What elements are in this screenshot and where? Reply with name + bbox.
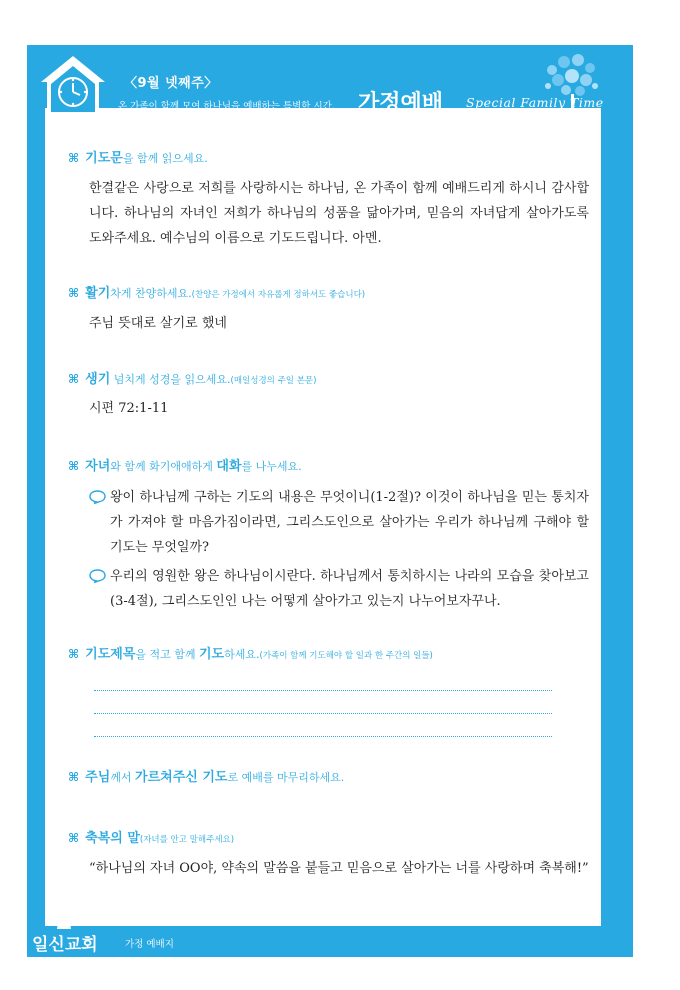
writing-line[interactable] [94,736,552,737]
discussion-question: 우리의 영원한 왕은 하나님이시란다. 하나님께서 통치하시는 나라의 모습을 찾아보고(3-4절), 그리스도인인 나는 어떻게 살아가고 있는지 나누어보자꾸나. [89,564,589,614]
house-clock-icon [37,50,109,120]
writing-line[interactable] [94,713,552,714]
footer-subtitle: 가정 예배지 [125,939,174,950]
praise-song: 주님 뜻대로 살기로 했네 [89,316,227,331]
section-marker-icon: ⌘ [68,372,80,386]
church-name: 일신교회 [32,935,98,955]
section-bible-heading: ⌘ 생기 넘치게 성경을 읽으세요.(매일성경의 주일 본문) [68,372,317,387]
speech-bubble-icon [89,490,106,504]
section-marker-icon: ⌘ [68,459,80,473]
section-talk-heading: ⌘ 자녀와 함께 화기애애하게 대화를 나누세요. [68,459,302,474]
page-title: 가정예배 [358,91,444,116]
section-marker-icon: ⌘ [68,151,80,165]
bible-passage: 시편 72:1-11 [89,401,169,416]
crown-icon [56,920,72,930]
prayer-text: 한결같은 사랑으로 저희를 사랑하시는 하나님, 온 가족이 함께 예배드리게 하시니 감사합니다. 하나님의 자녀인 저희가 하나님의 성품을 닮아가며, 믿음의 자녀답게 살아가도록 도와주세요. 예수님의 이름으로 기도드립니다. 아멘. [89,181,589,246]
section-topics-heading: ⌘ 기도제목을 적고 함께 기도하세요.(가족이 함께 기도해야 할 일과 한 주간의 일들) [68,647,433,662]
blessing-text: “하나님의 자녀 OO야, 약속의 말씀을 붙들고 믿음으로 살아가는 너를 사랑하며 축복해!” [89,861,589,876]
section-praise-heading: ⌘ 활기차게 찬양하세요.(찬양은 가정에서 자유롭게 정하셔도 좋습니다) [68,286,366,301]
section-marker-icon: ⌘ [68,831,80,845]
section-lords-prayer-heading: ⌘ 주님께서 가르쳐주신 기도로 예배를 마무리하세요. [68,770,345,785]
discussion-question: 왕이 하나님께 구하는 기도의 내용은 무엇이니(1-2절)? 이것이 하나님을 믿는 통치자가 가져야 할 마음가짐이라면, 그리스도인으로 살아가는 우리가 하나님께 구해야 할 기도는 무엇일까? [89,485,589,560]
title-script: Special Family Time [466,95,604,110]
speech-bubble-icon [89,569,106,583]
week-label: 〈9월 넷째주〉 [124,76,218,91]
section-prayer-heading: ⌘ 기도문을 함께 읽으세요. [68,151,208,166]
section-blessing-heading: ⌘ 축복의 말(자녀를 안고 말해주세요) [68,831,235,846]
section-marker-icon: ⌘ [68,286,80,300]
header-subtitle: 온 가족이 함께 모여 하나님을 예배하는 특별한 시간. [118,101,335,112]
writing-line[interactable] [94,690,552,691]
section-marker-icon: ⌘ [68,647,80,661]
section-marker-icon: ⌘ [68,770,80,784]
